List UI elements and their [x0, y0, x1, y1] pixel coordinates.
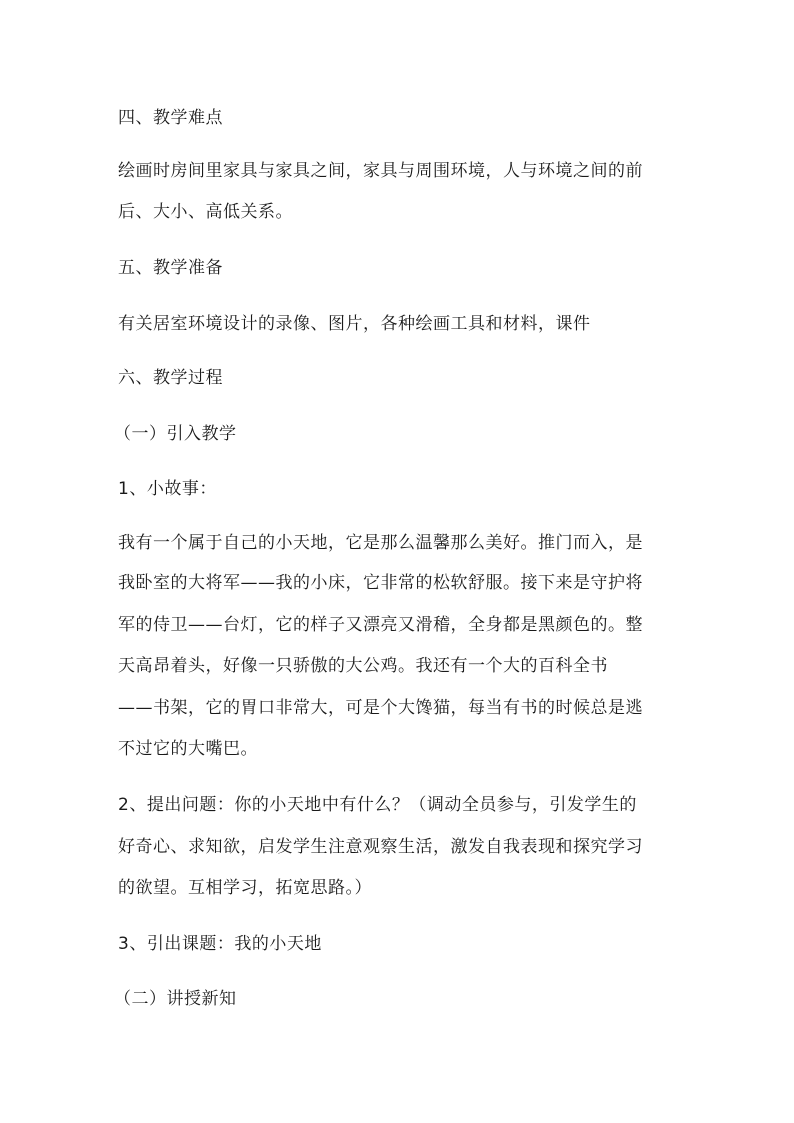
section6-heading: 六、教学过程: [118, 368, 223, 388]
section4-heading: 四、教学难点: [118, 108, 223, 128]
story-line-5: ——书架，它的胃口非常大，可是个大馋猫，每当有书的时候总是逃: [118, 698, 643, 718]
story-line-1: 我有一个属于自己的小天地，它是那么温馨那么美好。推门而入，是: [118, 533, 643, 553]
story-line-6: 不过它的大嘴巴。: [118, 739, 258, 759]
section5-body: 有关居室环境设计的录像、图片，各种绘画工具和材料，课件: [118, 314, 591, 334]
section4-body-line-1: 绘画时房间里家具与家具之间，家具与周围环境，人与环境之间的前: [118, 161, 643, 181]
item1-heading: 1、小故事：: [118, 479, 217, 499]
item2-line-1: 2、提出问题：你的小天地中有什么？（调动全员参与，引发学生的: [118, 795, 637, 815]
part1-heading: （一）引入教学: [114, 424, 237, 444]
item2-line-2: 好奇心、求知欲，启发学生注意观察生活，激发自我表现和探究学习: [118, 837, 643, 857]
section4-body-line-2: 后、大小、高低关系。: [118, 202, 293, 222]
item3: 3、引出课题：我的小天地: [118, 934, 322, 954]
section5-heading: 五、教学准备: [118, 258, 223, 278]
story-line-4: 天高昂着头，好像一只骄傲的大公鸡。我还有一个大的百科全书: [118, 656, 608, 676]
part2-heading: （二）讲授新知: [114, 989, 237, 1009]
story-line-3: 军的侍卫——台灯，它的样子又漂亮又滑稽，全身都是黑颜色的。整: [118, 615, 643, 635]
item2-line-3: 的欲望。互相学习，拓宽思路。）: [118, 878, 372, 898]
story-line-2: 我卧室的大将军——我的小床，它非常的松软舒服。接下来是守护将: [118, 573, 643, 593]
